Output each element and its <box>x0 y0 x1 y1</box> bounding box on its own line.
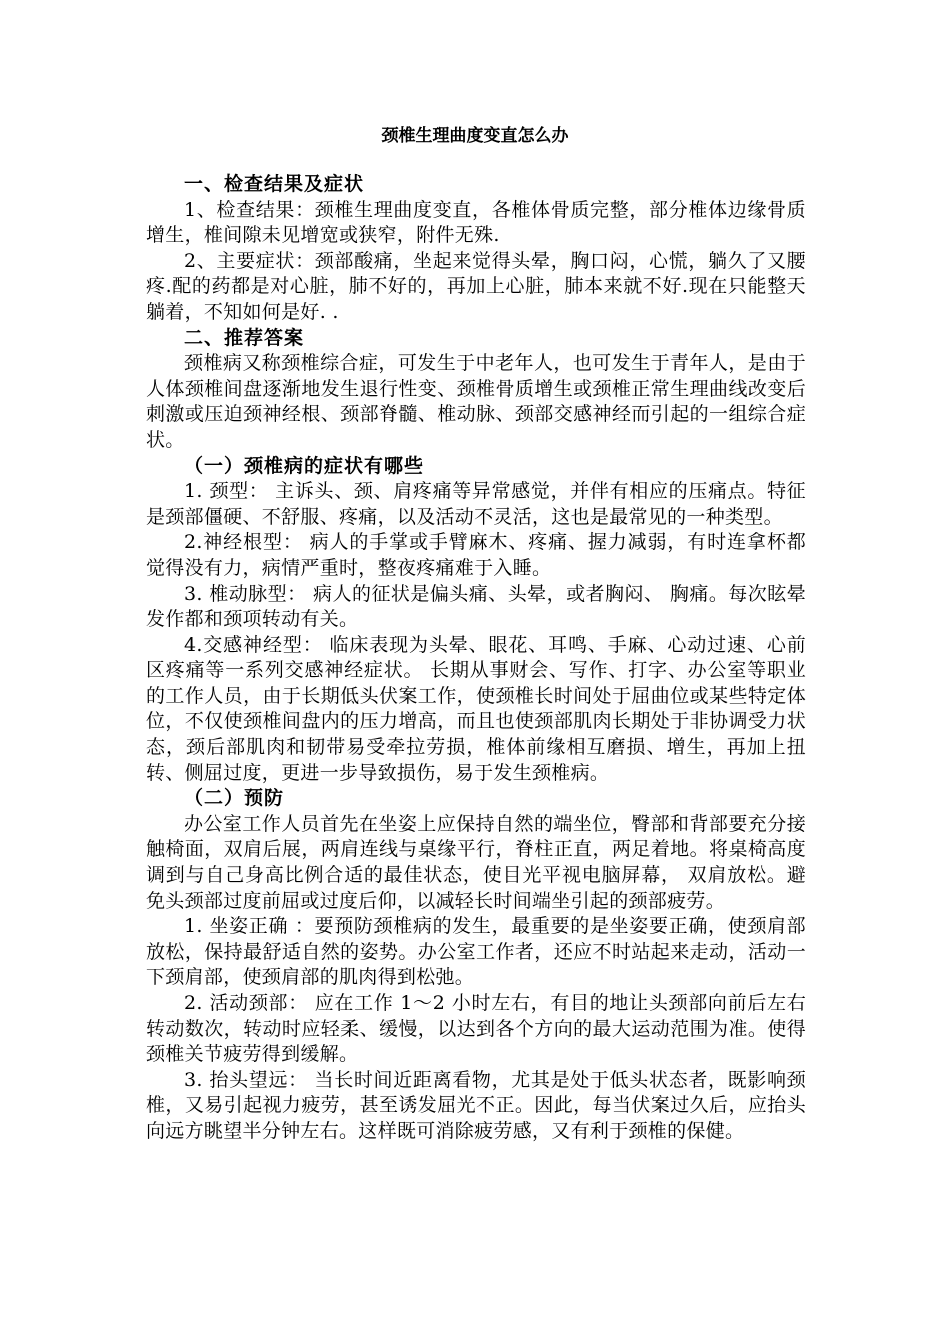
section-heading-results: 一、检查结果及症状 <box>184 173 365 195</box>
section-heading-answer: 二、推荐答案 <box>184 326 305 349</box>
paragraph-sympathetic-type: 4.交感神经型： 临床表现为头晕、眼花、耳鸣、手麻、心动过速、心前区疼痛等一系列交感神经症状。 长期从事财会、写作、打字、办公室等职业的工作人员，由于长期低头伏案工作，使颈椎长时间处于屈曲位或某些特定体位，不仅使颈椎间盘内的压力增高，而且也使颈部肌肉长期处于非协调受力状态，颈后部肌肉和韧带易受牵拉劳损，椎体前缘相互磨损、增生，再加上扭转、侧屈过度，更进一步导致损伤，易于发生颈椎病。 <box>146 633 806 784</box>
paragraph-neck-exercise: 2. 活动颈部： 应在工作 1～2 小时左右，有目的地让头颈部向前后左右转动数次，转动时应轻柔、缓慢，以达到各个方向的最大运动范围为准。使得颈椎关节疲劳得到缓解。 <box>146 992 806 1066</box>
paragraph-vertebral-artery-type: 3. 椎动脉型： 病人的征状是偏头痛、头晕，或者胸闷、 胸痛。每次眩晕发作都和颈项转动有关。 <box>146 582 806 631</box>
subsection-heading-prevention: （二）预防 <box>184 787 285 810</box>
paragraph-office-posture: 办公室工作人员首先在坐姿上应保持自然的端坐位，臀部和背部要充分接触椅面，双肩后展，两肩连线与桌缘平行，脊柱正直，两足着地。将桌椅高度调到与自己身高比例合适的最佳状态，使目光平视电脑屏幕， 双肩放松。避免头颈部过度前屈或过度后仰，以减轻长时间端坐引起的颈部疲劳。 <box>146 812 806 912</box>
paragraph-exam-result: 1、检查结果：颈椎生理曲度变直，各椎体骨质完整，部分椎体边缘骨质增生，椎间隙未见增宽或狭窄，附件无殊. <box>146 198 806 247</box>
paragraph-definition: 颈椎病又称颈椎综合症，可发生于中老年人，也可发生于青年人，是由于人体颈椎间盘逐渐地发生退行性变、颈椎骨质增生或颈椎正常生理曲线改变后刺激或压迫颈神经根、颈部脊髓、椎动脉、颈部交感神经而引起的一组综合症状。 <box>146 352 806 451</box>
subsection-heading-symptoms: （一）颈椎病的症状有哪些 <box>184 454 425 477</box>
paragraph-correct-posture: 1. 坐姿正确 ：要预防颈椎病的发生，最重要的是坐姿要正确，使颈肩部放松，保持最舒适自然的姿势。办公室工作者，还应不时站起来走动，活动一下颈肩部，使颈肩部的肌肉得到松弛。 <box>146 915 806 989</box>
paragraph-neck-type: 1. 颈型： 主诉头、颈、肩疼痛等异常感觉，并伴有相应的压痛点。特征是颈部僵硬、不舒服、疼痛，以及活动不灵活，这也是最常见的一种类型。 <box>146 480 806 528</box>
paragraph-look-far: 3. 抬头望远： 当长时间近距离看物，尤其是处于低头状态者，既影响颈椎，又易引起视力疲劳，甚至诱发屈光不正。因此，每当伏案过久后，应抬头向远方眺望半分钟左右。这样既可消除疲劳感，又有利于颈椎的保健。 <box>146 1068 806 1142</box>
document-body <box>146 172 806 1145</box>
paragraph-nerve-root-type: 2.神经根型： 病人的手掌或手臂麻木、疼痛、握力减弱，有时连拿杯都觉得没有力，病情严重时，整夜疼痛难于入睡。 <box>146 531 806 579</box>
paragraph-main-symptoms: 2、主要症状：颈部酸痛，坐起来觉得头晕，胸口闷，心慌，躺久了又腰疼.配的药都是对心脏，肺不好的，再加上心脏，肺本来就不好.现在只能整天躺着，不知如何是好. . <box>146 249 806 323</box>
document-title: 颈椎生理曲度变直怎么办 <box>381 126 569 146</box>
